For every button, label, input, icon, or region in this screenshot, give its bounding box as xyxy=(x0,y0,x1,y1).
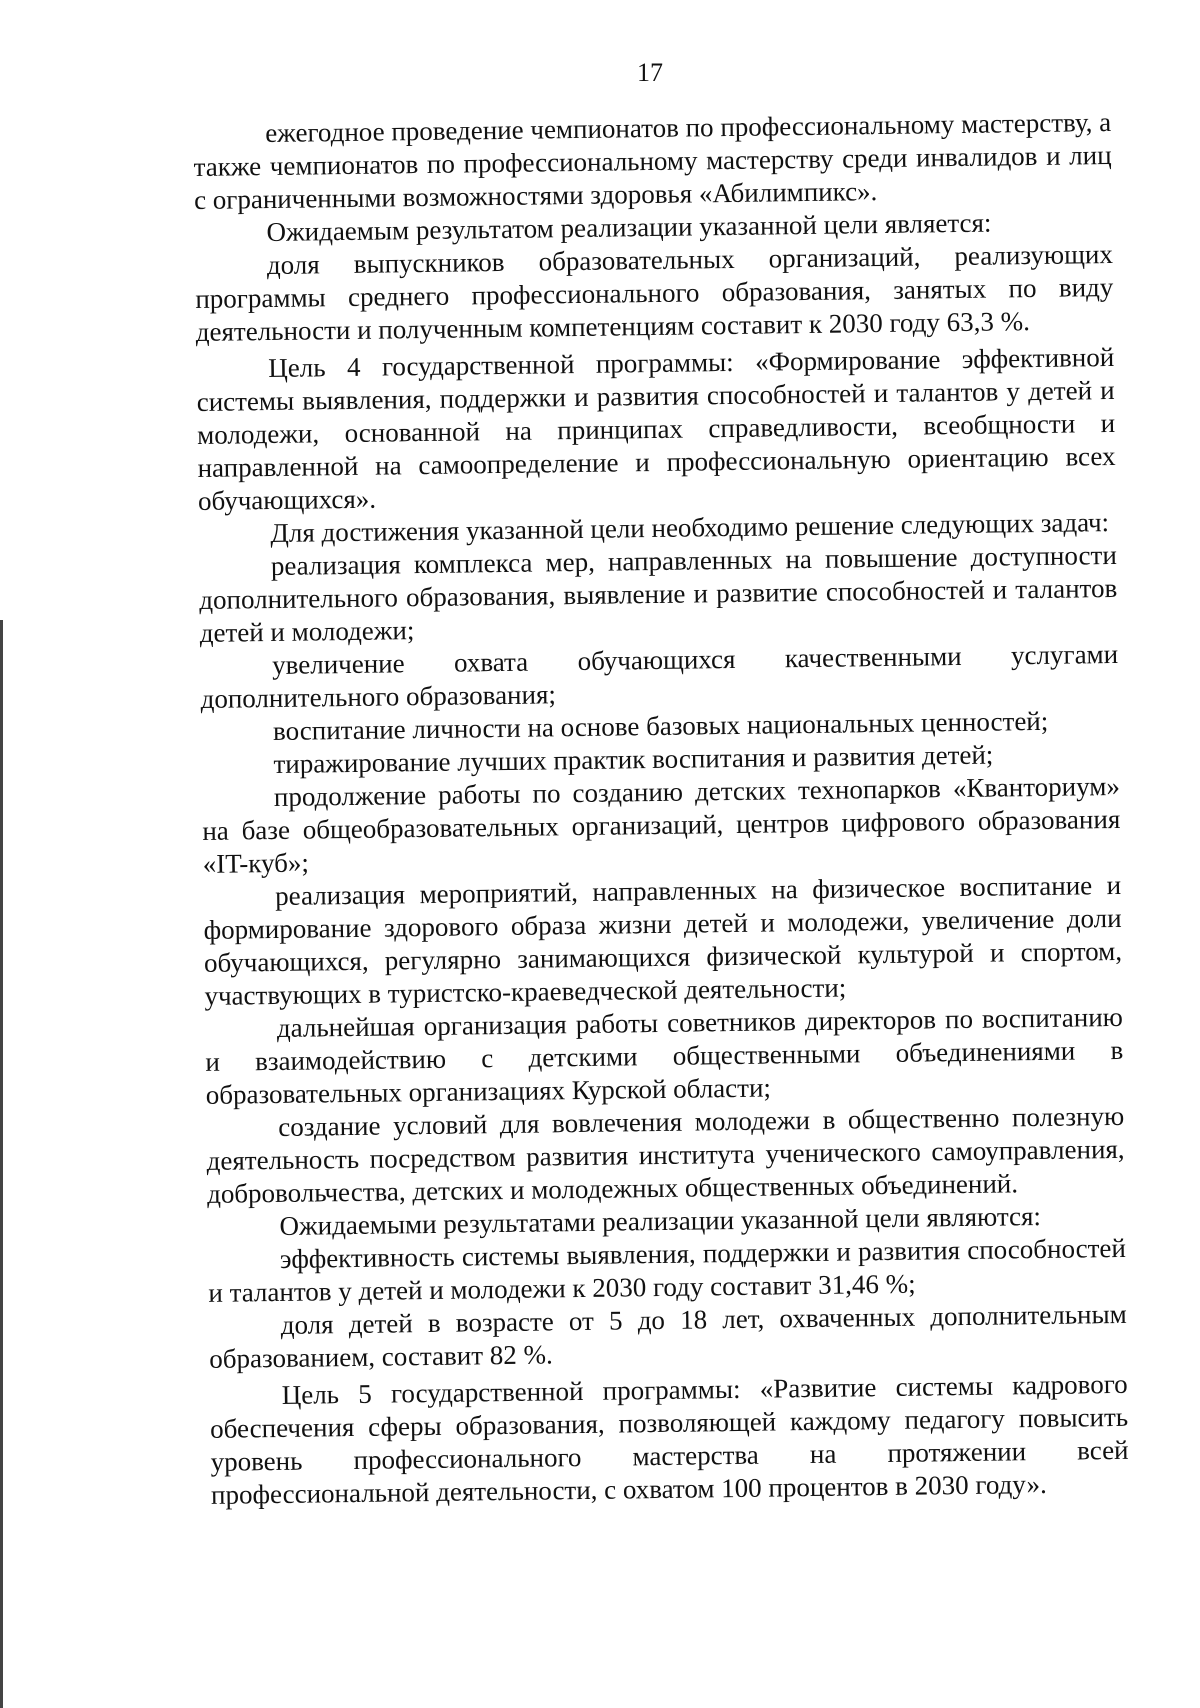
paragraph-result-efficiency: эффективность системы выявления, поддержки и развития способностей и талантов у детей и молодежи к 2030 году составит 31,46 %; xyxy=(208,1232,1127,1308)
paragraph-task-coverage: увеличение охвата обучающихся качественными услугами дополнительного образования; xyxy=(200,638,1119,714)
paragraph-task-youth-involvement: создание условий для вовлечения молодежи в общественно полезную деятельность посредством развития института ученического самоуправления, добровольчества, детских и молодежных общественных объединений. xyxy=(206,1100,1125,1209)
paragraph-task-advisors: дальнейшая организация работы советников директоров по воспитанию и взаимодействию с детскими общественными объединениями в образовательных организациях Курской области; xyxy=(205,1001,1124,1110)
document-body xyxy=(193,106,1129,1512)
page-number: 17 xyxy=(637,58,663,87)
paragraph-goal-5: Цель 5 государственной программы: «Развитие системы кадрового обеспечения сферы образования, позволяющей каждому педагогу повысить уровень профессионального мастерства на протяжении всей профессиональной деятельности, с охватом 100 процентов в 2030 году». xyxy=(209,1368,1129,1510)
paragraph-task-physical-education: реализация мероприятий, направленных на физическое воспитание и формирование здорового образа жизни детей и молодежи, увеличение доли обучающихся, регулярно занимающихся физической культурой и спортом, участвующих в туристско-краеведческой деятельности; xyxy=(203,869,1123,1011)
paragraph-graduates-share: доля выпускников образовательных организаций, реализующих программы среднего профессионального образования, занятых по виду деятельности и полученным компетенциям составит к 2030 году 63,3 %. xyxy=(195,238,1114,347)
paragraph-tasks-intro: Для достижения указанной цели необходимо решение следующих задач: xyxy=(270,507,1110,549)
scan-edge-shadow xyxy=(0,620,3,1708)
paragraph-result-children-share: доля детей в возрасте от 5 до 18 лет, охваченных дополнительным образованием, составит 82 %. xyxy=(209,1298,1127,1374)
paragraph-task-best-practices: тиражирование лучших практик воспитания и развития детей; xyxy=(273,739,994,780)
paragraph-expected-result-intro: Ожидаемым результатом реализации указанной цели является: xyxy=(266,207,992,248)
paragraph-task-upbringing: воспитание личности на основе базовых национальных ценностей; xyxy=(272,705,1049,747)
paragraph-continuation-championships: ежегодное проведение чемпионатов по профессиональному мастерству, а также чемпионатов по профессиональному мастерству среди инвалидов и лиц с ограниченными возможностями здоровья «Абилимпикс». xyxy=(193,106,1112,215)
paragraph-task-technoparks: продолжение работы по созданию детских технопарков «Кванториум» на базе общеобразовательных организаций, центров цифрового образования «IT-куб»; xyxy=(202,770,1121,879)
paragraph-task-accessibility: реализация комплекса мер, направленных на повышение доступности дополнительного образования, выявление и развитие способностей и талантов детей и молодежи; xyxy=(199,539,1118,648)
paragraph-expected-results-intro: Ожидаемыми результатами реализации указанной цели являются: xyxy=(279,1200,1042,1241)
paragraph-goal-4: Цель 4 государственной программы: «Формирование эффективной системы выявления, поддержки и развития способностей и талантов у детей и молодежи, основанной на принципах справедливости, всеобщности и направленной на самоопределение и профессиональную ориентацию всех обучающихся». xyxy=(196,341,1116,516)
